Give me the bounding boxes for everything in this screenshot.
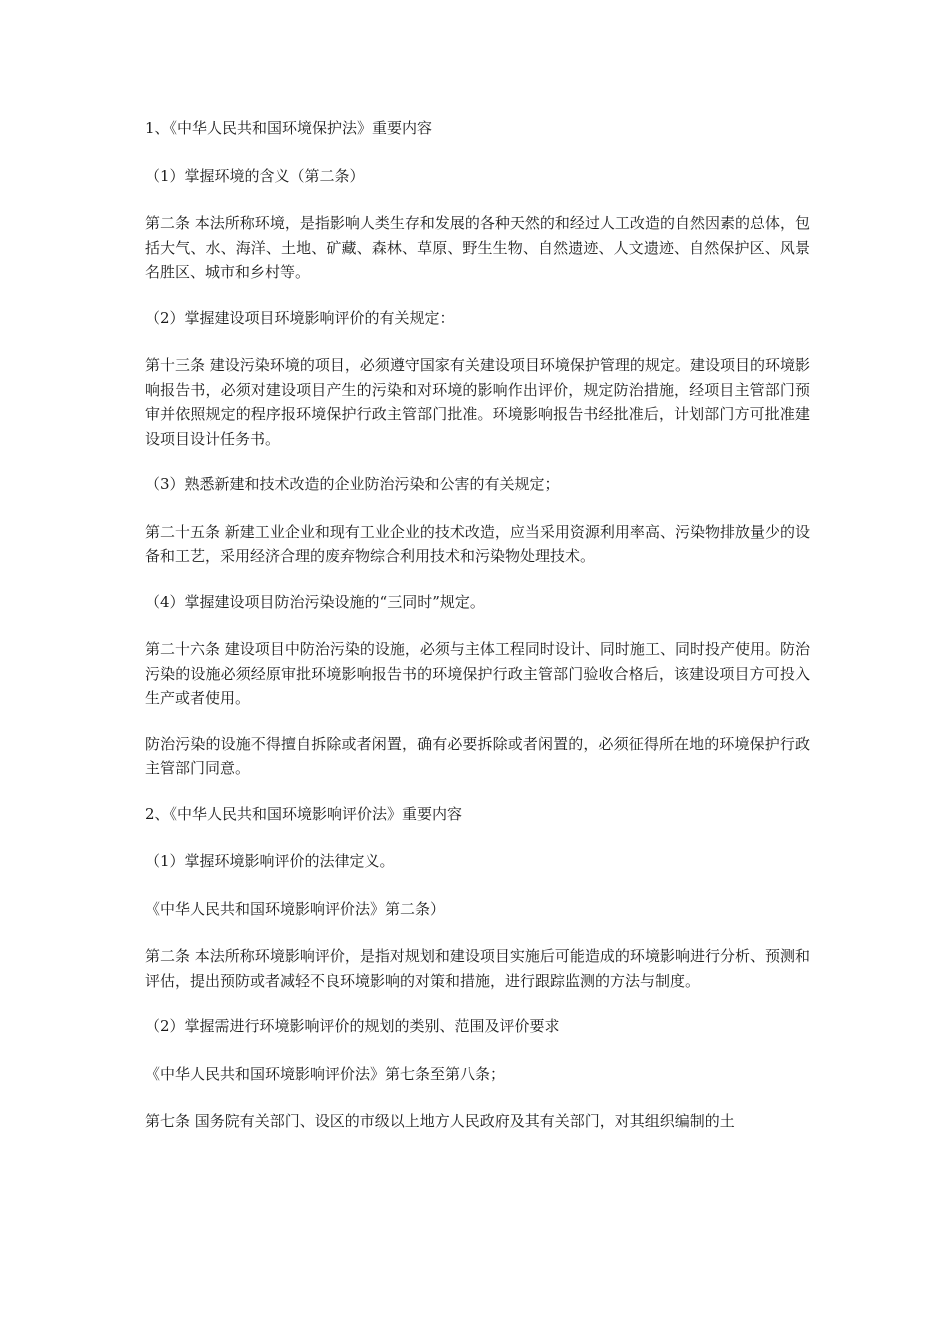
article-paragraph: 第二条 本法所称环境，是指影响人类生存和发展的各种天然的和经过人工改造的自然因素的总体，包括大气、水、海洋、土地、矿藏、森林、草原、野生生物、自然遗迹、人文遗迹、自然保护区、风景名胜区、城市和乡村等。 — [145, 214, 810, 281]
body-paragraph: 防治污染的设施不得擅自拆除或者闲置，确有必要拆除或者闲置的，必须征得所在地的环境保护行政主管部门同意。 — [145, 734, 810, 777]
subheading-1-3: （3）熟悉新建和技术改造的企业防治污染和公害的有关规定； — [145, 475, 560, 493]
subheading-2-2: （2）掌握需进行环境影响评价的规划的类别、范围及评价要求 — [145, 1017, 560, 1035]
document-page — [145, 116, 810, 1155]
article-paragraph: 第二条 本法所称环境影响评价，是指对规划和建设项目实施后可能造成的环境影响进行分析、预测和评估，提出预防或者减轻不良环境影响的对策和措施，进行跟踪监测的方法与制度。 — [145, 947, 810, 990]
article-paragraph: 第七条 国务院有关部门、设区的市级以上地方人民政府及其有关部门，对其组织编制的土 — [145, 1112, 735, 1130]
subheading-1-2: （2）掌握建设项目环境影响评价的有关规定： — [145, 308, 455, 327]
law-reference: 《中华人民共和国环境影响评价法》第七条至第八条； — [145, 1064, 506, 1083]
section-heading-1: 1、《中华人民共和国环境保护法》重要内容 — [145, 119, 433, 137]
article-paragraph: 第二十六条 建设项目中防治污染的设施，必须与主体工程同时设计、同时施工、同时投产使用。防治污染的设施必须经原审批环境影响报告书的环境保护行政主管部门验收合格后，该建设项目方可投入生产或者使用。 — [145, 640, 810, 707]
subheading-1-1: （1）掌握环境的含义（第二条） — [145, 166, 365, 185]
article-paragraph: 第十三条 建设污染环境的项目，必须遵守国家有关建设项目环境保护管理的规定。建设项目的环境影响报告书，必须对建设项目产生的污染和对环境的影响作出评价，规定防治措施，经项目主管部门预审并依照规定的程序报环境保护行政主管部门批准。环境影响报告书经批准后，计划部门方可批准建设项目设计任务书。 — [145, 356, 810, 448]
subheading-1-4: （4）掌握建设项目防治污染设施的“三同时”规定。 — [145, 592, 485, 611]
subheading-2-1: （1）掌握环境影响评价的法律定义。 — [145, 852, 395, 870]
section-heading-2: 2、《中华人民共和国环境影响评价法》重要内容 — [145, 804, 463, 823]
law-reference: 《中华人民共和国环境影响评价法》第二条） — [145, 899, 446, 918]
article-paragraph: 第二十五条 新建工业企业和现有工业企业的技术改造，应当采用资源利用率高、污染物排放量少的设备和工艺，采用经济合理的废弃物综合利用技术和污染物处理技术。 — [145, 522, 810, 565]
